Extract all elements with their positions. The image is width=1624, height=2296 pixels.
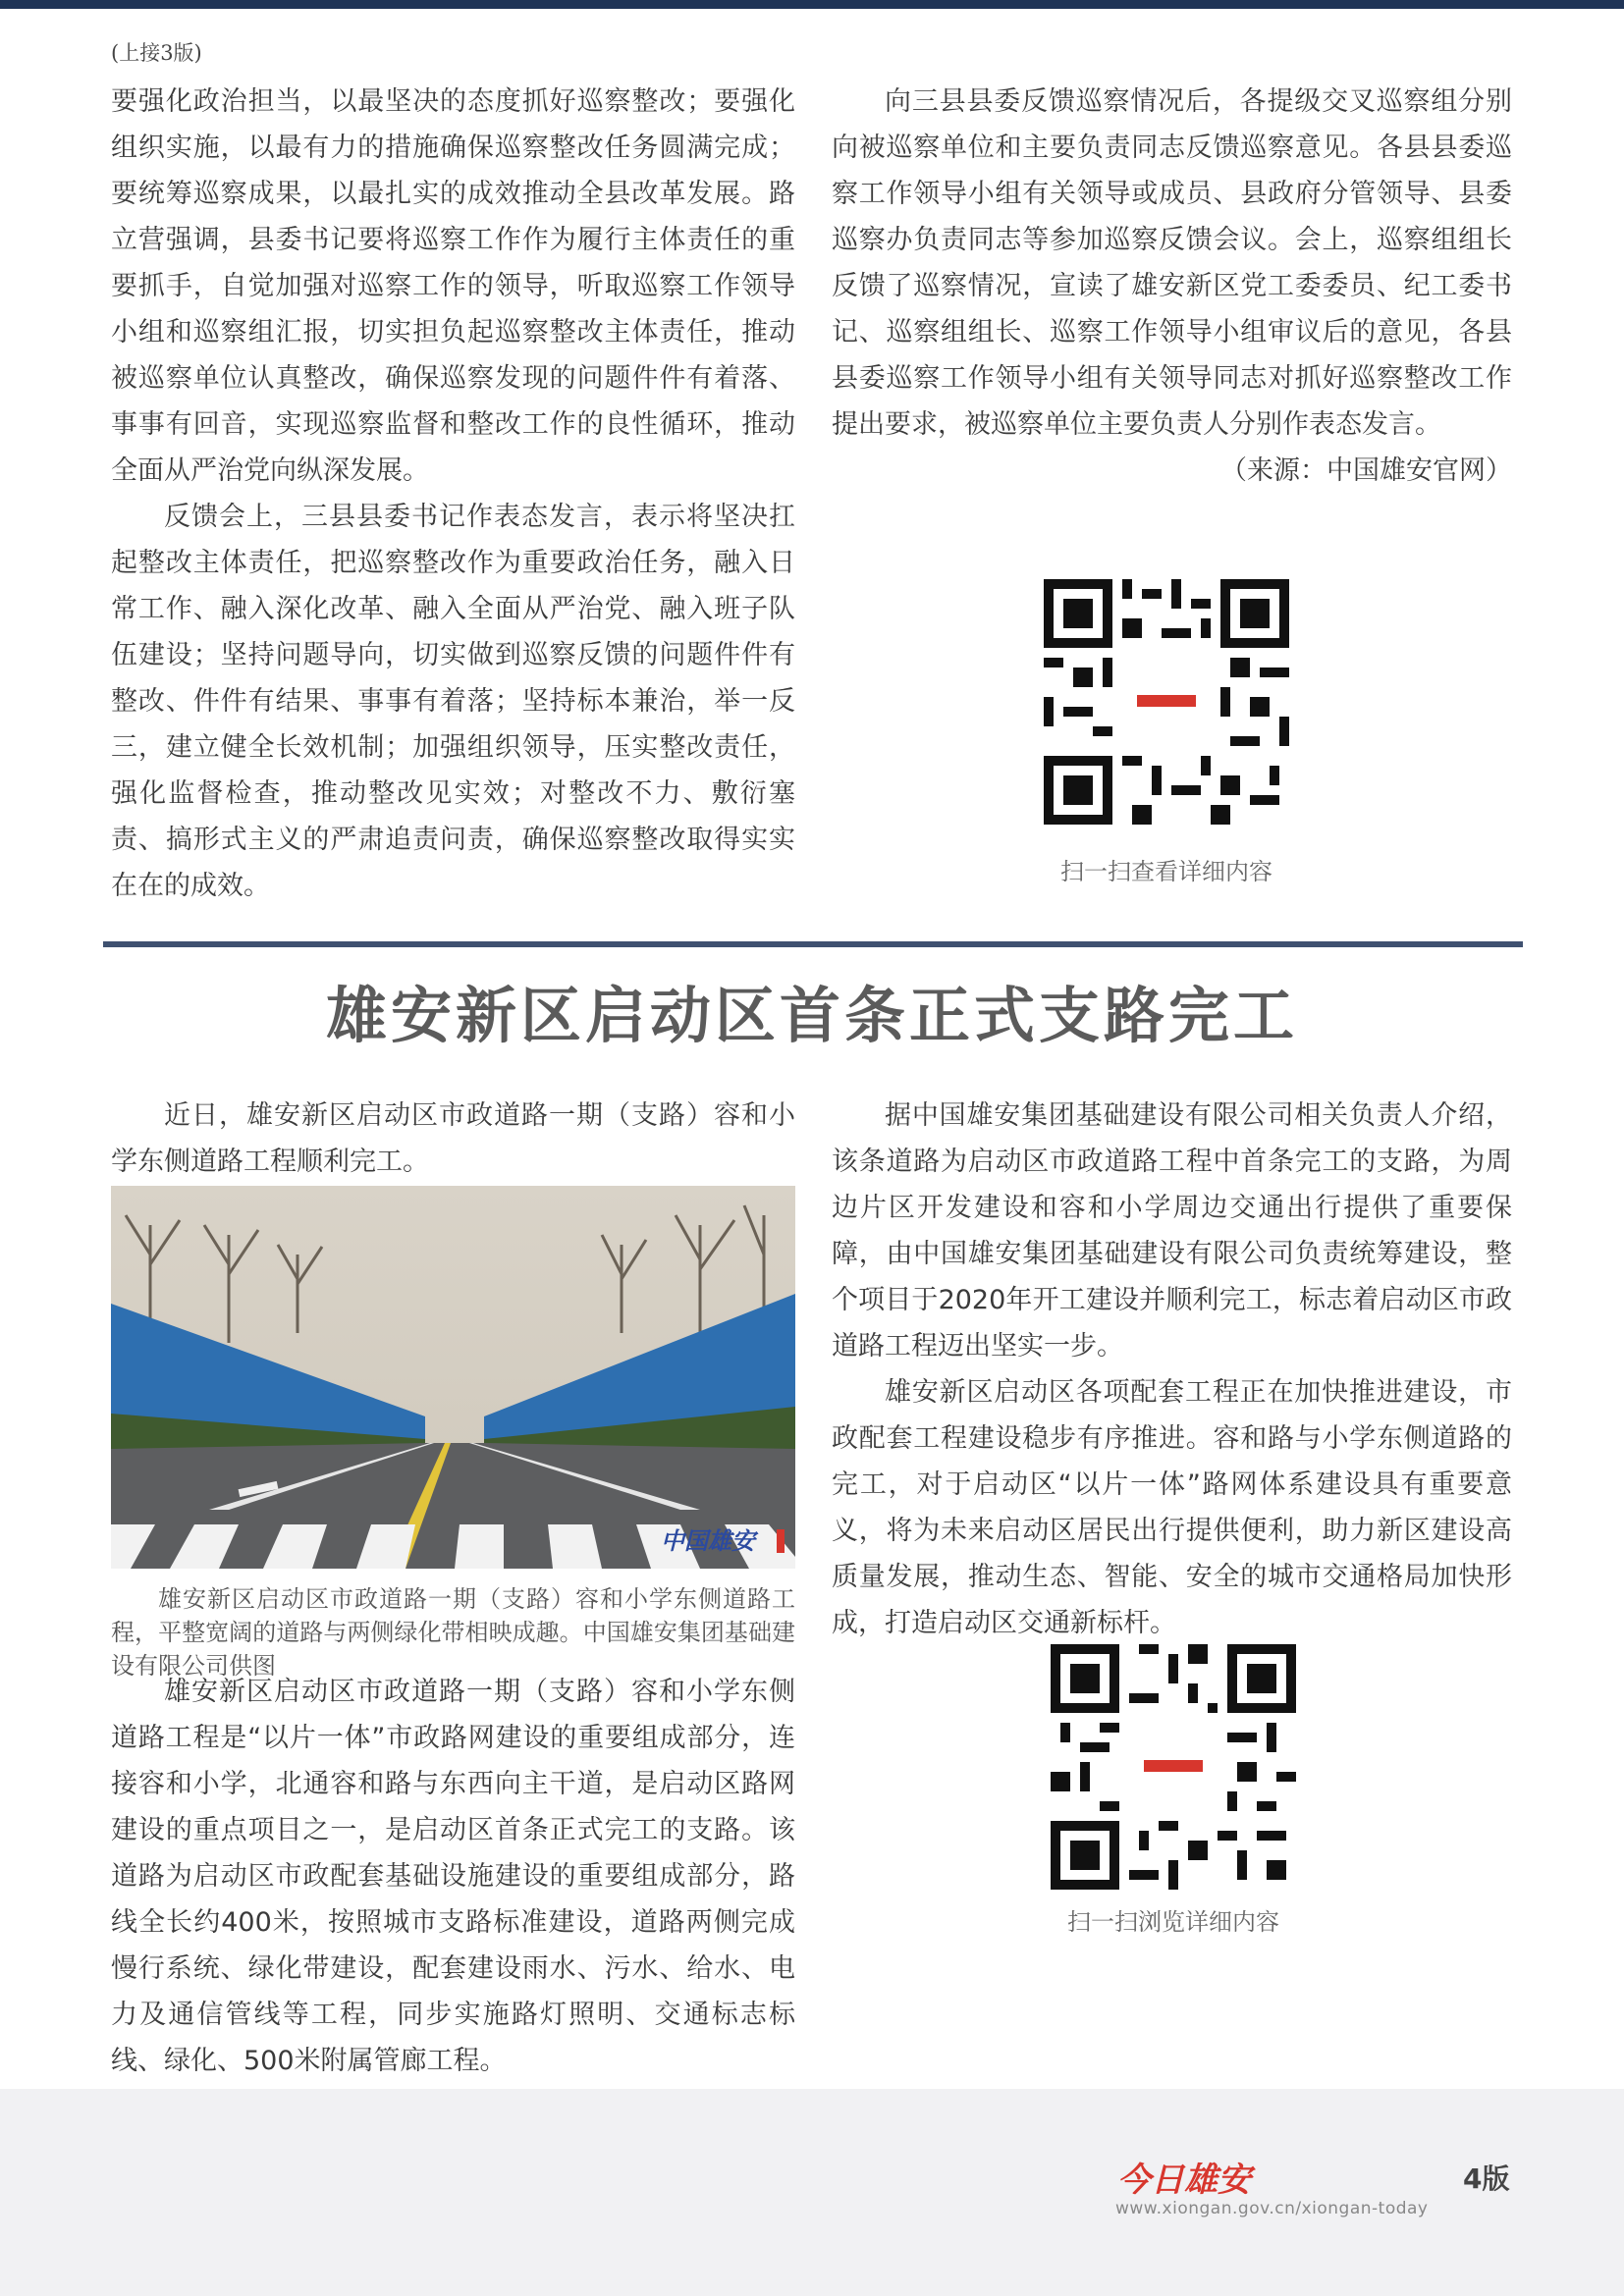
article1-right-paragraph-1: 向三县县委反馈巡察情况后，各提级交叉巡察组分别向被巡察单位和主要负责同志反馈巡察意见。各县县委巡察工作领导小组有关领导或成员、县政府分管领导、县委巡察办负责同志等参加巡察反馈会议。会上，巡察组组长反馈了巡察情况，宣读了雄安新区党工委委员、纪工委书记、巡察组组长、巡察工作领导小组审议后的意见，各县县委巡察工作领导小组有关领导同志对抓好巡察整改工作提出要求，被巡察单位主要负责人分别作表态发言。 [832,86,1512,440]
footer-url[interactable]: www.xiongan.gov.cn/xiongan-today [1115,2199,1429,2218]
article1-qr-code[interactable] [1044,579,1289,825]
article1-left-paragraph-1: 要强化政治担当，以最坚决的态度抓好巡察整改；要强化组织实施，以最有力的措施确保巡察整改任务圆满完成；要统筹巡察成果，以最扎实的成效推动全县改革发展。路立营强调，县委书记要将巡察工作作为履行主体责任的重要抓手，自觉加强对巡察工作的领导，听取巡察工作领导小组和巡察组汇报，切实担负起巡察整改主体责任，推动被巡察单位认真整改，确保巡察发现的问题件件有着落、事事有回音，实现巡察监督和整改工作的良性循环，推动全面从严治党向纵深发展。 [111,86,795,486]
footer-logo: 今日雄安 [1117,2161,1251,2200]
road-photo-image [111,1186,795,1569]
continued-note: (上接3版) [111,41,202,65]
article2-headline: 雄安新区启动区首条正式支路完工 [325,980,1298,1051]
article2-right-column [832,1093,1512,1646]
article1-right-column [832,79,1512,494]
article2-qr-code[interactable] [1051,1644,1296,1890]
photo-caption: 雄安新区启动区市政道路一期（支路）容和小学东侧道路工程，平整宽阔的道路与两侧绿化带相映成趣。中国雄安集团基础建设有限公司供图 [111,1585,795,1680]
qr-code-icon [1044,579,1289,825]
page-number: 4版 [1463,2163,1510,2195]
article1-source-note: （来源：中国雄安官网） [1220,455,1512,486]
article2-left-paragraph-1: 雄安新区启动区市政道路一期（支路）容和小学东侧道路工程是“以片一体”市政路网建设的重要组成部分，连接容和小学，北通容和路与东西向主干道，是启动区路网建设的重点项目之一，是启动区首条正式完工的支路。该道路为启动区市政配套基础设施建设的重要组成部分，路线全长约400米，按照城市支路标准建设，道路两侧完成慢行系统、绿化带建设，配套建设雨水、污水、给水、电力及通信管线等工程，同步实施路灯照明、交通标志标线、绿化、500米附属管廊工程。 [111,1677,795,2076]
top-color-bar [0,0,1624,9]
page-footer [0,2089,1624,2296]
article2-intro-paragraph: 近日，雄安新区启动区市政道路一期（支路）容和小学东侧道路工程顺利完工。 [111,1100,795,1177]
article2-intro [111,1093,795,1185]
road-photo [111,1186,795,1569]
article2-right-paragraph-1: 据中国雄安集团基础建设有限公司相关负责人介绍，该条道路为启动区市政道路工程中首条完工的支路，为周边片区开发建设和容和小学周边交通出行提供了重要保障，由中国雄安集团基础建设有限公司负责统筹建设，整个项目于2020年开工建设并顺利完工，标志着启动区市政道路工程迈出坚实一步。 [832,1100,1512,1362]
article2-left-column [111,1669,795,2084]
photo-watermark: 中国雄安 [661,1526,755,1555]
article2-right-paragraph-2: 雄安新区启动区各项配套工程正在加快推进建设，市政配套工程建设稳步有序推进。容和路与小学东侧道路的完工，对于启动区“以片一体”路网体系建设具有重要意义，将为未来启动区居民出行提供便利，助力新区建设高质量发展，推动生态、智能、安全的城市交通格局加快形成，打造启动区交通新标杆。 [832,1377,1512,1638]
section-divider [103,941,1523,947]
article1-qr-caption: 扫一扫查看详细内容 [1060,858,1272,885]
article1-left-column [111,79,795,909]
article2-qr-caption: 扫一扫浏览详细内容 [1067,1908,1279,1936]
qr-code-icon [1051,1644,1296,1890]
article1-left-paragraph-2: 反馈会上，三县县委书记作表态发言，表示将坚决扛起整改主体责任，把巡察整改作为重要政治任务，融入日常工作、融入深化改革、融入全面从严治党、融入班子队伍建设；坚持问题导向，切实做到巡察反馈的问题件件有整改、件件有结果、事事有着落；坚持标本兼治，举一反三，建立健全长效机制；加强组织领导，压实整改责任，强化监督检查，推动整改见实效；对整改不力、敷衍塞责、搞形式主义的严肃追责问责，确保巡察整改取得实实在在的成效。 [111,502,795,901]
